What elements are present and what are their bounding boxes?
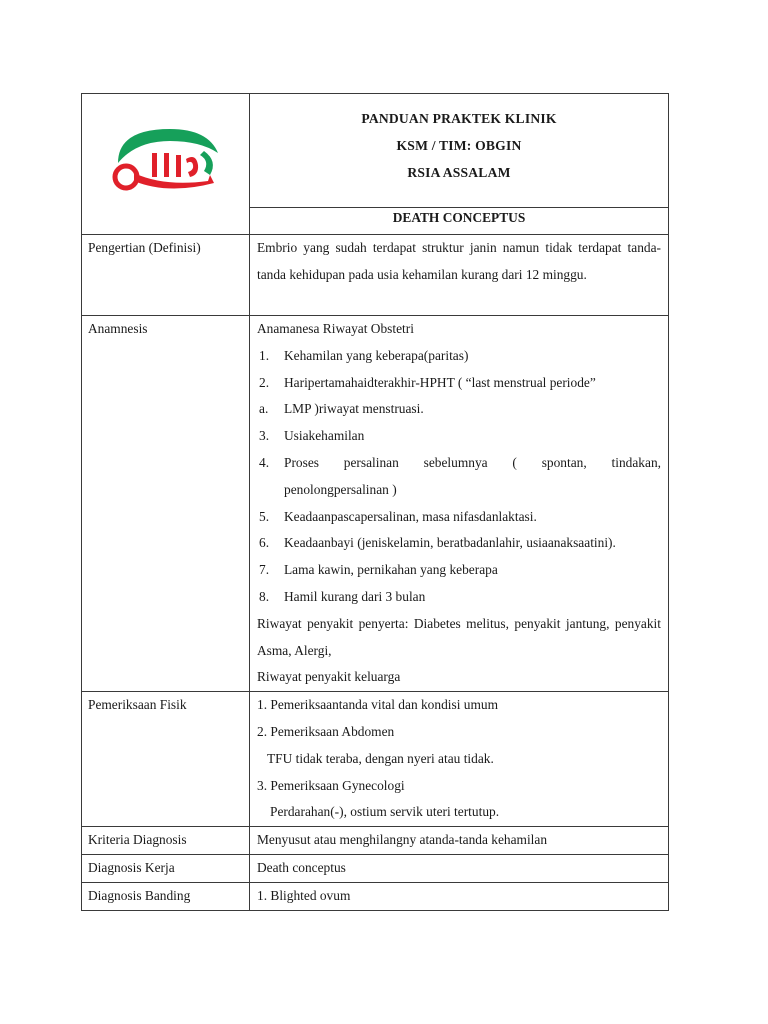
list-number: 1. bbox=[259, 347, 270, 363]
definisi-row bbox=[82, 235, 669, 316]
logo-red-stroke-4 bbox=[186, 157, 198, 177]
list-number: 7. bbox=[259, 562, 270, 578]
logo-arabic-text: السلام bbox=[164, 193, 167, 195]
list-continuation: penolongpersalinan ) bbox=[284, 481, 397, 497]
logo-red-stroke-3 bbox=[176, 155, 181, 177]
list-text: Keadaanbayi (jeniskelamin, beratbadanlahir, usiaanaksaatini). bbox=[284, 535, 616, 551]
list-text: Haripertamahaidterakhir-HPHT ( “last menstrual periode” bbox=[284, 374, 596, 390]
logo-red-script bbox=[134, 173, 214, 189]
kerja-row bbox=[82, 854, 669, 882]
logo-green-swoosh bbox=[200, 151, 213, 175]
hospital-logo bbox=[104, 123, 228, 195]
department-heading: KSM / TIM: OBGIN bbox=[396, 138, 522, 153]
list-text: Keadaanpascapersalinan, masa nifasdanlaktasi. bbox=[284, 508, 537, 524]
logo-red-stroke-2 bbox=[164, 153, 169, 177]
banding-row bbox=[82, 882, 669, 910]
anamnesis-intro: Anamanesa Riwayat Obstetri bbox=[257, 321, 414, 336]
list-text: Usiakehamilan bbox=[284, 428, 365, 444]
pemeriksaan-line: 3. Pemeriksaan Gynecologi bbox=[257, 777, 405, 793]
pemeriksaan-label: Pemeriksaan Fisik bbox=[82, 692, 250, 827]
definisi-text: Embrio yang sudah terdapat struktur janin namun tidak terdapat tanda-tanda kehidupan pada usia kehamilan kurang dari 12 minggu. bbox=[250, 235, 669, 316]
kerja-text: Death conceptus bbox=[250, 854, 669, 882]
pemeriksaan-row bbox=[82, 692, 669, 827]
list-number: 6. bbox=[259, 535, 270, 551]
list-item bbox=[257, 584, 661, 611]
list-text: Kehamilan yang keberapa(paritas) bbox=[284, 347, 469, 363]
list-number: 8. bbox=[259, 588, 270, 604]
pemeriksaan-line: 2. Pemeriksaan Abdomen bbox=[257, 723, 395, 739]
list-text: LMP )riwayat menstruasi. bbox=[284, 401, 424, 417]
guideline-heading: PANDUAN PRAKTEK KLINIK bbox=[361, 111, 557, 126]
anamnesis-row bbox=[82, 316, 669, 692]
banding-label: Diagnosis Banding bbox=[82, 882, 250, 910]
pemeriksaan-line: TFU tidak teraba, dengan nyeri atau tidak. bbox=[267, 750, 494, 766]
banding-text: 1. Blighted ovum bbox=[250, 882, 669, 910]
logo-cell bbox=[82, 94, 250, 235]
header-row bbox=[82, 94, 669, 208]
list-text: Proses persalinan sebelumnya ( spontan, tindakan, bbox=[284, 454, 661, 470]
list-item bbox=[257, 450, 661, 477]
list-item bbox=[257, 343, 661, 370]
pemeriksaan-line: Perdarahan(-), ostium servik uteri tertutup. bbox=[270, 804, 500, 820]
pemeriksaan-content bbox=[250, 692, 669, 827]
kerja-label: Diagnosis Kerja bbox=[82, 854, 250, 882]
kriteria-text: Menyusut atau menghilangny atanda-tanda kehamilan bbox=[250, 827, 669, 855]
list-item bbox=[257, 423, 661, 450]
pemeriksaan-line: 1. Pemeriksaantanda vital dan kondisi umum bbox=[257, 697, 498, 713]
list-number: 2. bbox=[259, 374, 270, 390]
list-text: Hamil kurang dari 3 bulan bbox=[284, 588, 426, 604]
logo-red-stroke-1 bbox=[152, 153, 157, 177]
list-number: a. bbox=[259, 401, 269, 417]
header-cell bbox=[250, 94, 669, 208]
list-item bbox=[257, 504, 661, 531]
kriteria-row bbox=[82, 827, 669, 855]
anamnesis-label: Anamnesis bbox=[82, 316, 250, 692]
hospital-name: RSIA ASSALAM bbox=[407, 165, 511, 180]
anamnesis-content bbox=[250, 316, 669, 692]
list-number: 5. bbox=[259, 508, 270, 524]
riwayat-keluarga: Riwayat penyakit keluarga bbox=[257, 669, 401, 685]
list-item bbox=[257, 370, 661, 397]
list-text: Lama kawin, pernikahan yang keberapa bbox=[284, 562, 498, 578]
logo-red-circle bbox=[115, 166, 137, 188]
list-number: 4. bbox=[259, 454, 270, 470]
document-title: DEATH CONCEPTUS bbox=[250, 208, 669, 235]
riwayat-penyerta: Riwayat penyakit penyerta: Diabetes melitus, penyakit jantung, penyakit Asma, Alergi, bbox=[257, 615, 661, 658]
clinical-guideline-table bbox=[81, 93, 669, 911]
list-item bbox=[257, 557, 661, 584]
definisi-label: Pengertian (Definisi) bbox=[82, 235, 250, 316]
list-item bbox=[257, 530, 661, 557]
list-item bbox=[257, 396, 661, 423]
kriteria-label: Kriteria Diagnosis bbox=[82, 827, 250, 855]
list-number: 3. bbox=[259, 428, 270, 444]
